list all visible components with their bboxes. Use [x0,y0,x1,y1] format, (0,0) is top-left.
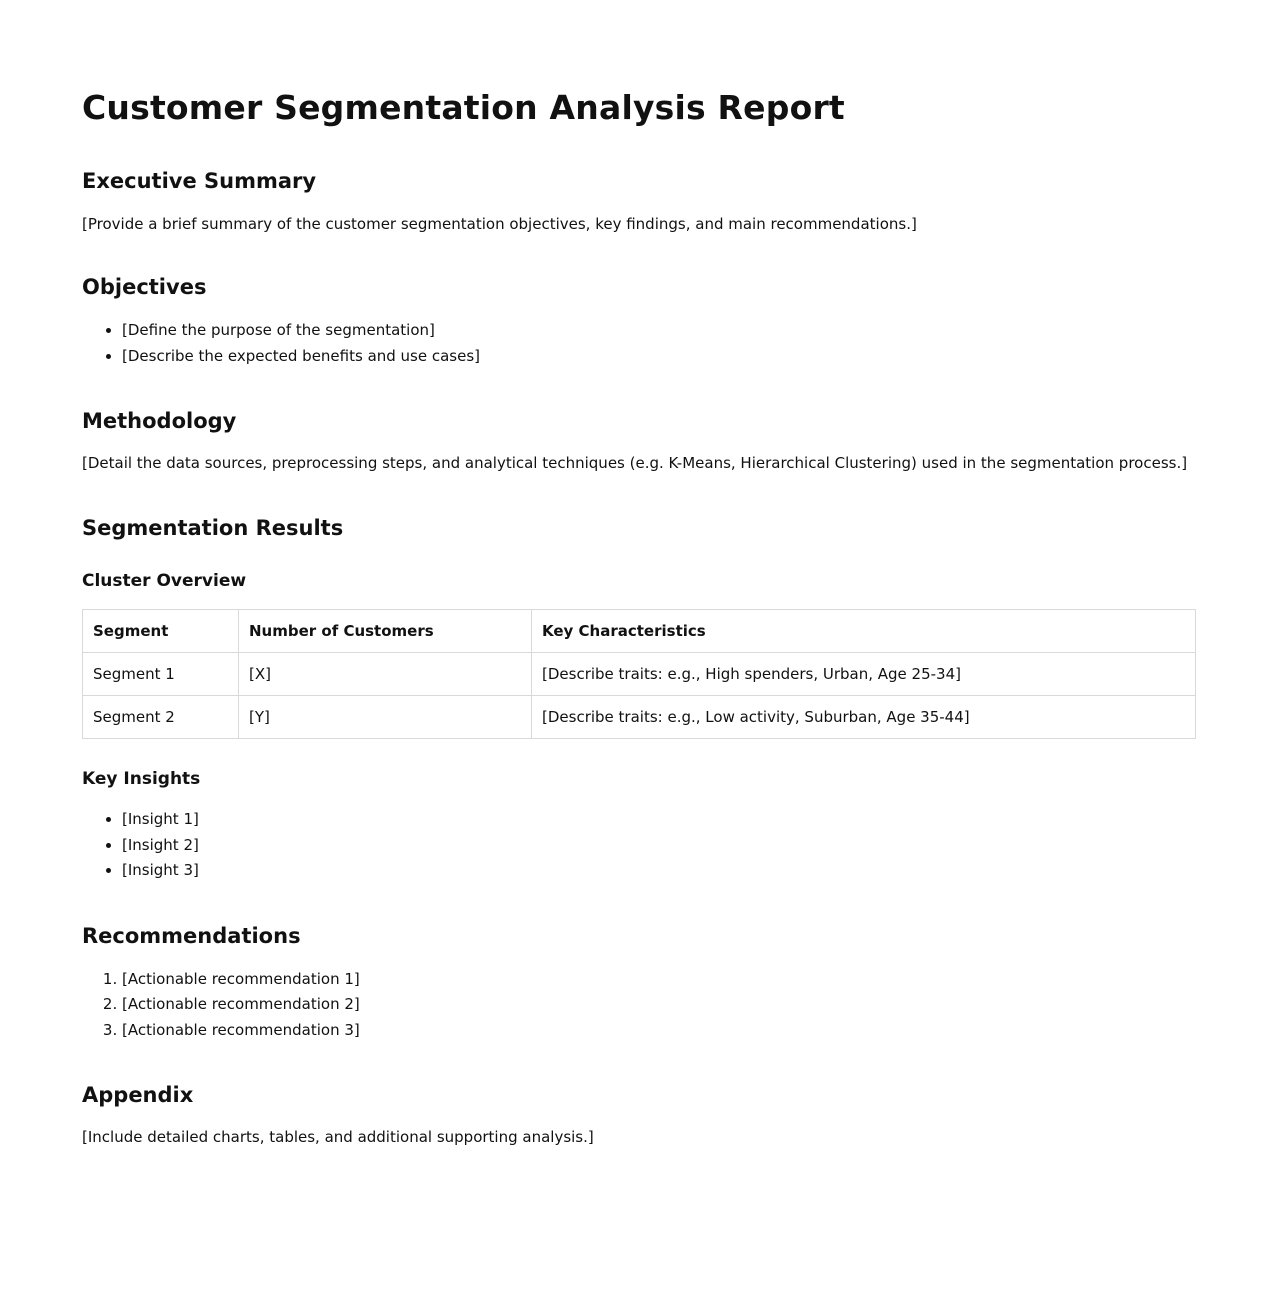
cluster-overview-table [82,609,1196,739]
cluster-overview-heading: Cluster Overview [82,571,247,591]
key-insights-heading: Key Insights [82,769,201,789]
recommendations-list [82,967,1196,1044]
objectives-list [82,318,1196,369]
list-item: • [Describe the expected benefits and use cases] [122,344,1196,370]
table-row [83,696,1196,739]
methodology-text: [Detail the data sources, preprocessing steps, and analytical techniques (e.g. K-Means, Hierarchical Clustering) used in the segmentation process.] [82,454,1188,472]
list-item: 3. [Actionable recommendation 3] [122,1018,1196,1044]
list-item: • [Insight 2] [122,833,1196,859]
list-item: • [Insight 3] [122,858,1196,884]
column-header-key-characteristics: Key Characteristics [532,610,1196,653]
column-header-segment: Segment [83,610,239,653]
executive-summary-heading: Executive Summary [82,169,317,193]
segmentation-results-heading: Segmentation Results [82,516,344,540]
table-cell-characteristics: [Describe traits: e.g., Low activity, Suburban, Age 35-44] [532,696,1196,739]
table-cell-segment: Segment 1 [83,653,239,696]
table-cell-customers: [X] [239,653,532,696]
objectives-heading: Objectives [82,275,207,299]
executive-summary-text: [Provide a brief summary of the customer segmentation objectives, key findings, and main recommendations.] [82,215,917,233]
list-item: 1. [Actionable recommendation 1] [122,967,1196,993]
table-cell-characteristics: [Describe traits: e.g., High spenders, Urban, Age 25-34] [532,653,1196,696]
key-insights-list [82,807,1196,884]
table-header-row [83,610,1196,653]
column-header-number-of-customers: Number of Customers [239,610,532,653]
methodology-heading: Methodology [82,409,237,433]
page-title: Customer Segmentation Analysis Report [82,88,845,127]
appendix-text: [Include detailed charts, tables, and additional supporting analysis.] [82,1128,594,1146]
list-item: • [Insight 1] [122,807,1196,833]
table-cell-customers: [Y] [239,696,532,739]
table-row [83,653,1196,696]
table-cell-segment: Segment 2 [83,696,239,739]
list-item: • [Define the purpose of the segmentation] [122,318,1196,344]
list-item: 2. [Actionable recommendation 2] [122,992,1196,1018]
appendix-heading: Appendix [82,1083,194,1107]
recommendations-heading: Recommendations [82,923,301,948]
